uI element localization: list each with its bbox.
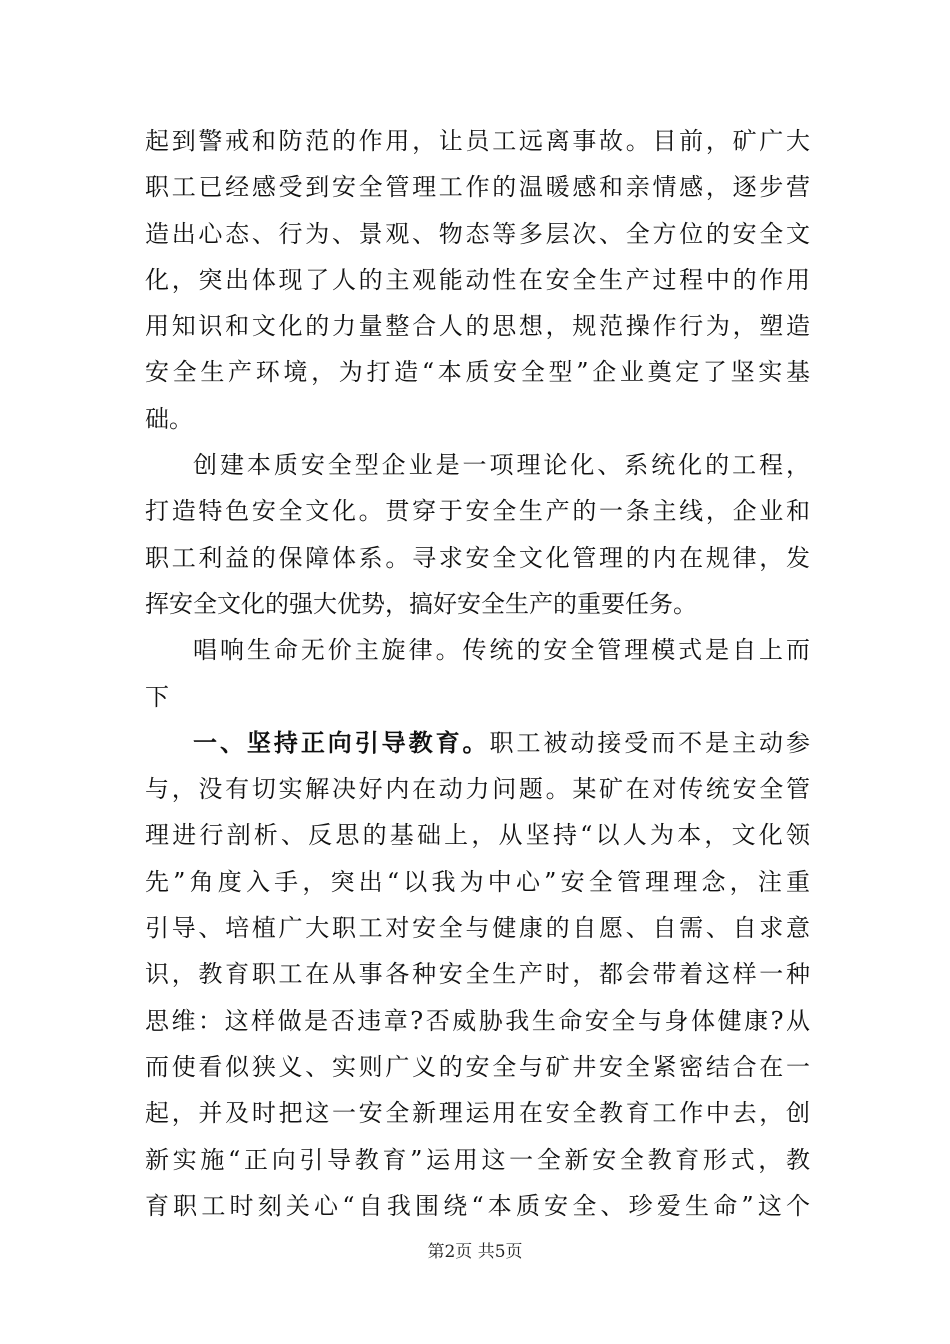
- text-line: 创建本质安全型企业是一项理论化、系统化的工程，: [193, 451, 810, 480]
- text-line: 安全生产环境，为打造“本质安全型”企业奠定了坚实基: [145, 358, 810, 387]
- text-line: 识，教育职工在从事各种安全生产时，都会带着这样一种: [145, 960, 810, 989]
- section-heading-line: [145, 720, 810, 766]
- text-line: 挥安全文化的强大优势，搞好安全生产的重要任务。: [145, 589, 697, 618]
- text-line: 引导、培植广大职工对安全与健康的自愿、自需、自求意: [145, 914, 810, 943]
- text-line: 起，并及时把这一安全新理运用在安全教育工作中去，创: [145, 1099, 810, 1128]
- text-line: 而使看似狭义、实则广义的安全与矿井安全紧密结合在一: [145, 1052, 810, 1081]
- text-line: 新实施“正向引导教育”运用这一全新安全教育形式，教: [145, 1145, 810, 1174]
- text-line: 理进行剖析、反思的基础上，从坚持“以人为本，文化领: [145, 821, 810, 850]
- text-line: 起到警戒和防范的作用，让员工远离事故。目前，矿广大: [145, 127, 810, 155]
- page-number-footer: 第2页 共5页: [427, 1242, 523, 1262]
- text-line: 下: [145, 682, 169, 711]
- text-line: 用知识和文化的力量整合人的思想，规范操作行为，塑造: [145, 312, 810, 341]
- text-line: 职工利益的保障体系。寻求安全文化管理的内在规律，发: [145, 543, 810, 572]
- text-line: 职工已经感受到安全管理工作的温暖感和亲情感，逐步营: [145, 173, 810, 202]
- text-line: 唱响生命无价主旋律。传统的安全管理模式是自上而: [193, 636, 810, 665]
- text-line: 化，突出体现了人的主观能动性在安全生产过程中的作用: [145, 265, 810, 294]
- text-line: 础。: [145, 404, 193, 433]
- text-line: 育职工时刻关心“自我围绕“本质安全、珍爱生命”这个: [145, 1191, 810, 1220]
- text-line: 与，没有切实解决好内在动力问题。某矿在对传统安全管: [145, 775, 810, 804]
- section-heading: 一、坚持正向引导教育。: [193, 728, 490, 757]
- text-line: 打造特色安全文化。贯穿于安全生产的一条主线，企业和: [145, 497, 810, 526]
- text-line: 思维：这样做是否违章?否威胁我生命安全与身体健康?从: [145, 1006, 810, 1035]
- document-body: [145, 118, 810, 1229]
- text-line: 职工被动接受而不是主动参: [489, 728, 810, 757]
- text-line: 造出心态、行为、景观、物态等多层次、全方位的安全文: [145, 219, 810, 248]
- text-line: 先”角度入手，突出“以我为中心”安全管理理念，注重: [145, 867, 810, 896]
